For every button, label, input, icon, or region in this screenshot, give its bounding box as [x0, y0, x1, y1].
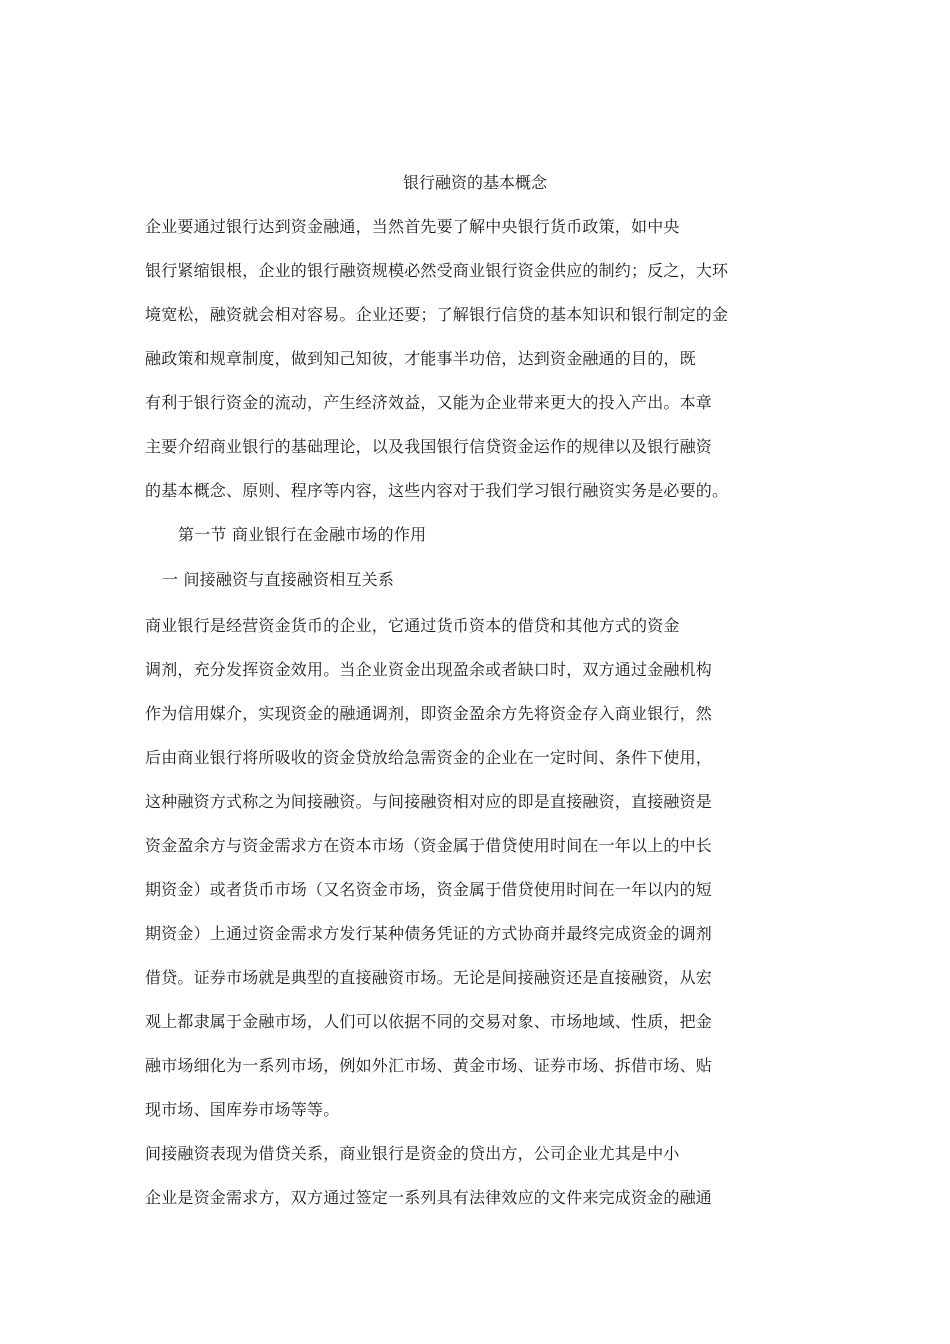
- text-line: 资金盈余方与资金需求方在资本市场（资金属于借贷使用时间在一年以上的中长: [145, 836, 713, 855]
- text-line: 观上都隶属于金融市场，人们可以依据不同的交易对象、市场地域、性质，把金: [145, 1012, 713, 1031]
- text-line: 主要介绍商业银行的基础理论，以及我国银行信贷资金运作的规律以及银行融资: [145, 437, 713, 456]
- text-line: 期资金）上通过资金需求方发行某种债务凭证的方式协商并最终完成资金的调剂: [145, 924, 713, 943]
- text-line: 融政策和规章制度，做到知己知彼，才能事半功倍，达到资金融通的目的，既: [145, 349, 696, 368]
- text-line: 企业是资金需求方，双方通过签定一系列具有法律效应的文件来完成资金的融通: [145, 1188, 713, 1207]
- text-line: 间接融资表现为借贷关系，商业银行是资金的贷出方，公司企业尤其是中小: [145, 1144, 680, 1163]
- text-line: 银行紧缩银根，企业的银行融资规模必然受商业银行资金供应的制约；反之，大环: [145, 261, 729, 280]
- text-line: 现市场、国库券市场等等。: [145, 1100, 340, 1119]
- text-line: 期资金）或者货币市场（又名资金市场，资金属于借贷使用时间在一年以内的短: [145, 880, 713, 899]
- text-line: 的基本概念、原则、程序等内容，这些内容对于我们学习银行融资实务是必要的。: [145, 481, 729, 500]
- text-line: 调剂，充分发挥资金效用。当企业资金出现盈余或者缺口时，双方通过金融机构: [145, 660, 713, 679]
- text-line: 后由商业银行将所吸收的资金贷放给急需资金的企业在一定时间、条件下使用，: [145, 748, 713, 767]
- subsection-heading: 一 间接融资与直接融资相互关系: [162, 570, 395, 589]
- text-line: 企业要通过银行达到资金融通，当然首先要了解中央银行货币政策，如中央: [145, 217, 680, 236]
- section-heading: 第一节 商业银行在金融市场的作用: [178, 525, 427, 544]
- document-title: 银行融资的基本概念: [402, 173, 547, 192]
- text-line: 这种融资方式称之为间接融资。与间接融资相对应的即是直接融资，直接融资是: [145, 792, 713, 811]
- text-line: 商业银行是经营资金货币的企业，它通过货币资本的借贷和其他方式的资金: [145, 616, 680, 635]
- text-line: 境宽松，融资就会相对容易。企业还要；了解银行信贷的基本知识和银行制定的金: [145, 305, 729, 324]
- text-line: 借贷。证券市场就是典型的直接融资市场。无论是间接融资还是直接融资，从宏: [145, 968, 713, 987]
- text-line: 融市场细化为一系列市场，例如外汇市场、黄金市场、证券市场、拆借市场、贴: [145, 1056, 713, 1075]
- text-line: 作为信用媒介，实现资金的融通调剂，即资金盈余方先将资金存入商业银行，然: [145, 704, 713, 723]
- text-line: 有利于银行资金的流动，产生经济效益，又能为企业带来更大的投入产出。本章: [145, 393, 713, 412]
